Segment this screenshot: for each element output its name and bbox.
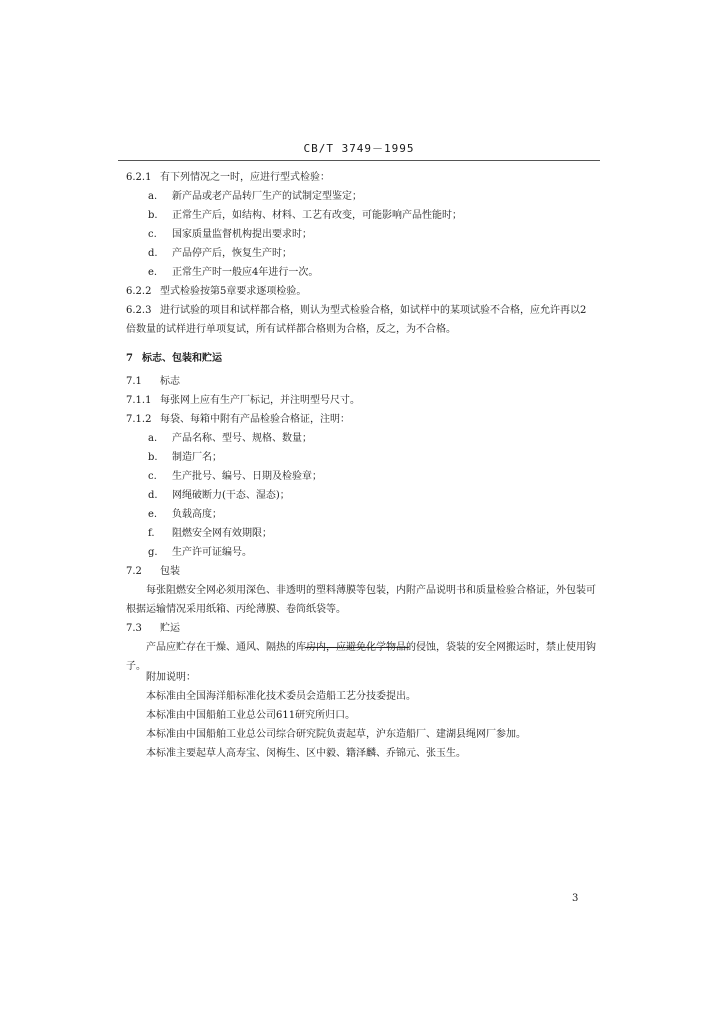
clause-number: 7.1 [126,376,142,387]
end-rule [305,647,409,648]
item-text: 制造厂名； [172,452,222,463]
clause-6-2-3 [126,301,596,339]
list-item [126,486,596,505]
clause-7-1-1 [126,391,596,410]
section-title: 标志、包装和贮运 [142,353,222,364]
appendix-line: 本标准由全国海洋船标准化技术委员会造船工艺分技委提出。 [146,691,416,702]
item-mark: e. [148,509,158,520]
item-mark: b. [148,210,158,221]
item-mark: e. [148,267,158,278]
page-number: 3 [572,893,579,904]
clause-text: 贮运 [160,623,180,634]
clause-number: 6.2.3 [126,305,152,316]
list-item [126,524,596,543]
clause-7-3 [126,619,596,638]
section-7-heading [126,349,596,368]
packaging-paragraph: 每张阻燃安全网必须用深色、非透明的塑料薄膜等包装，内附产品说明书和质量检验合格证，外包装可根据运输情况采用纸箱、丙纶薄膜、卷筒纸袋等。 [126,585,596,615]
item-mark: a. [148,433,158,444]
clause-text: 包装 [160,566,180,577]
item-text: 负载高度； [172,509,222,520]
item-text: 阻燃安全网有效期限； [172,528,272,539]
storage-paragraph: 产品应贮存在干燥、通风、隔热的库房内，应避免化学物品的侵蚀，袋装的安全网搬运时，禁止使用钩子。 [126,642,596,672]
spacer [126,339,596,349]
clause-7-1-2 [126,410,596,429]
list-item [126,225,596,244]
document-body [126,168,596,676]
list-item [126,448,596,467]
list-item [126,543,596,562]
item-mark: c. [148,471,157,482]
clause-6-2-2 [126,282,596,301]
item-mark: d. [148,248,158,259]
list-item [126,429,596,448]
clause-text: 每张网上应有生产厂标记，并注明型号尺寸。 [160,395,360,406]
appendix-line: 本标准由中国船舶工业总公司综合研究院负责起草，沪东造船厂、建湖县绳网厂参加。 [146,729,526,740]
clause-text: 标志 [160,376,180,387]
list-item [126,505,596,524]
standard-code-header: CB/T 3749－1995 [303,142,415,155]
clause-text: 每袋、每箱中附有产品检验合格证，注明： [160,414,350,425]
item-text: 产品停产后，恢复生产时； [172,248,292,259]
section-number: 7 [126,353,133,364]
item-text: 网绳破断力(干态、湿态)； [172,490,290,501]
item-text: 新产品或老产品转厂生产的试制定型鉴定； [172,191,362,202]
header-rule [118,160,600,161]
clause-7-1 [126,372,596,391]
item-text: 正常生产时一般应4年进行一次。 [172,267,319,278]
clause-number: 6.2.2 [126,286,152,297]
clause-number: 7.3 [126,623,142,634]
list-item [126,467,596,486]
item-mark: c. [148,229,157,240]
clause-7-2 [126,562,596,581]
list-item [126,263,596,282]
appendix-title: 附加说明： [146,672,196,683]
item-mark: f. [148,528,155,539]
clause-text: 进行试验的项目和试样都合格，则认为型式检验合格，如试样中的某项试验不合格，应允许再以2倍数量的试样进行单项复试，所有试样都合格则为合格，反之，为不合格。 [126,305,587,335]
clause-number: 7.1.1 [126,395,152,406]
item-text: 产品名称、型号、规格、数量； [172,433,312,444]
item-mark: g. [148,547,158,558]
item-mark: d. [148,490,158,501]
item-mark: a. [148,191,158,202]
item-mark: b. [148,452,158,463]
clause-number: 7.2 [126,566,142,577]
clause-number: 6.2.1 [126,172,152,183]
item-text: 生产许可证编号。 [172,547,252,558]
item-text: 正常生产后，如结构、材料、工艺有改变，可能影响产品性能时； [172,210,462,221]
list-item [126,244,596,263]
item-text: 国家质量监督机构提出要求时； [172,229,312,240]
list-item [126,187,596,206]
item-text: 生产批号、编号、日期及检验章； [172,471,322,482]
appendix-notes [146,668,596,763]
clause-text: 型式检验按第5章要求逐项检验。 [160,286,307,297]
list-item [126,206,596,225]
clause-6-2-1 [126,168,596,187]
appendix-line: 本标准主要起草人高寿宝、闵梅生、区中毅、籍泽麟、乔锦元、张玉生。 [146,748,466,759]
clause-number: 7.1.2 [126,414,152,425]
clause-text: 有下列情况之一时，应进行型式检验： [160,172,330,183]
appendix-line: 本标准由中国船舶工业总公司611研究所归口。 [146,710,356,721]
